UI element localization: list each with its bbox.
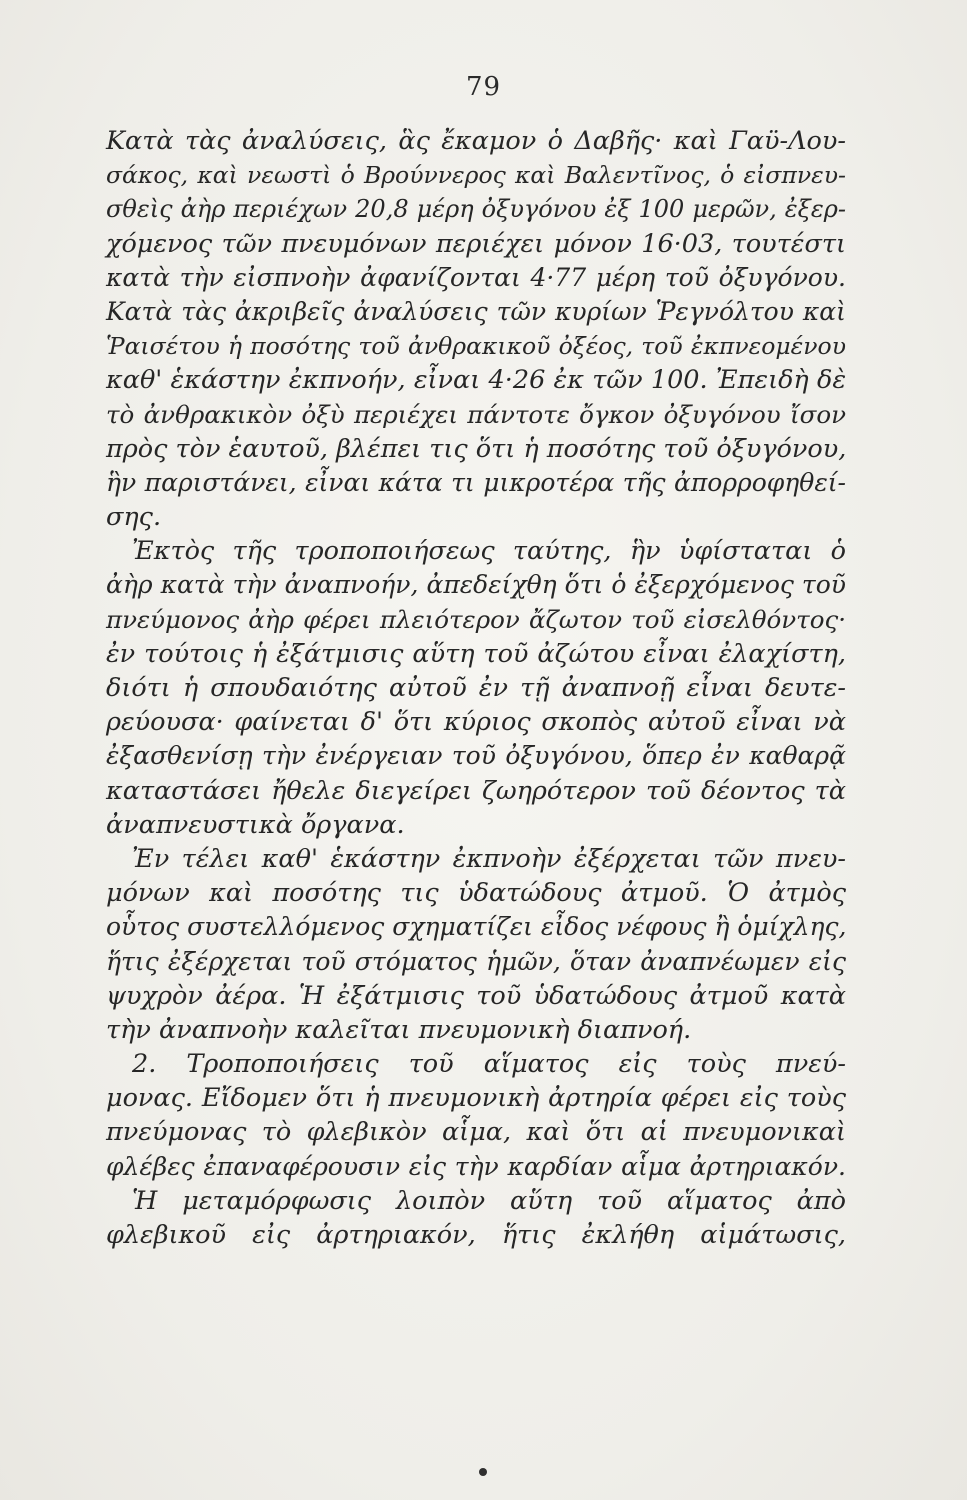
text-line: κατὰ τὴν εἰσπνοὴν ἀφανίζονται 4·77 μέρη τοῦ ὀξυγόνου. bbox=[106, 262, 846, 292]
text-line: μονας. Εἴδομεν ὅτι ἡ πνευμονικὴ ἀρτηρία φέρει εἰς τοὺς bbox=[106, 1083, 846, 1114]
page-number: 79 bbox=[465, 72, 502, 102]
section-heading-line: 2. Τροποποιήσεις τοῦ αἵματος εἰς τοὺς πνεύ- bbox=[132, 1049, 846, 1080]
paragraph bbox=[106, 124, 846, 534]
text-line: καθ' ἑκάστην ἐκπνοήν, εἶναι 4·26 ἐκ τῶν 100. Ἐπειδὴ δὲ bbox=[106, 365, 846, 396]
text-line: πνεύμονος ἀὴρ φέρει πλειότερον ἄζωτον τοῦ εἰσελθόντος· bbox=[106, 604, 846, 634]
text-line: τὸ ἀνθρακικὸν ὀξὺ περιέχει πάντοτε ὄγκον ὀξυγόνου ἴσον bbox=[106, 399, 846, 429]
text-line: ἐξασθενίσῃ τὴν ἐνέργειαν τοῦ ὀξυγόνου, ὅπερ ἐν καθαρᾷ bbox=[106, 741, 846, 771]
text-line: φλεβικοῦ εἰς ἀρτηριακόν, ἥτις ἐκλήθη αἱμάτωσις, bbox=[106, 1220, 846, 1250]
text-line: σάκος, καὶ νεωστὶ ὁ Βρούννερος καὶ Βαλεντῖνος, ὁ εἰσπνευ- bbox=[106, 161, 846, 190]
text-line: ψυχρὸν ἀέρα. Ἡ ἐξάτμισις τοῦ ὑδατώδους ἀτμοῦ κατὰ bbox=[106, 980, 846, 1011]
text-line: πνεύμονας τὸ φλεβικὸν αἷμα, καὶ ὅτι αἱ πνευμονικαὶ bbox=[106, 1117, 846, 1148]
text-line: ἣν παριστάνει, εἶναι κάτα τι μικροτέρα τῆς ἀπορροφηθεί- bbox=[106, 467, 846, 497]
text-line: Κατὰ τὰς ἀναλύσεις, ἃς ἔκαμον ὁ Δαβῆς· καὶ Γαϋ-Λου- bbox=[106, 126, 846, 156]
text-line: διότι ἡ σπουδαιότης αὐτοῦ ἐν τῇ ἀναπνοῇ εἶναι δευτε- bbox=[106, 673, 846, 703]
text-line: οὗτος συστελλόμενος σχηματίζει εἶδος νέφους ἢ ὁμίχλης, bbox=[106, 912, 847, 942]
paragraph bbox=[106, 1047, 846, 1184]
text-line: Ἡ μεταμόρφωσις λοιπὸν αὕτη τοῦ αἵματος ἀπὸ bbox=[132, 1185, 846, 1216]
text-line: ἀναπνευστικὰ ὄργανα. bbox=[106, 809, 405, 840]
text-line: Ἐν τέλει καθ' ἑκάστην ἐκπνοὴν ἐξέρχεται τῶν πνευ- bbox=[132, 843, 846, 874]
text-line: Ῥαισέτου ἡ ποσότης τοῦ ἀνθρακικοῦ ὀξέος, τοῦ ἐκπνεομένου bbox=[106, 332, 846, 361]
text-line: ἐν τούτοις ἡ ἐξάτμισις αὕτη τοῦ ἀζώτου εἶναι ἐλαχίστη, bbox=[106, 638, 846, 669]
text-line: ἥτις ἐξέρχεται τοῦ στόματος ἡμῶν, ὅταν ἀναπνέωμεν εἰς bbox=[106, 946, 846, 976]
text-line: πρὸς τὸν ἑαυτοῦ, βλέπει τις ὅτι ἡ ποσότης τοῦ ὀξυγόνου, bbox=[106, 433, 847, 464]
paragraph bbox=[106, 842, 846, 1047]
body-text bbox=[106, 124, 846, 1252]
text-line: ρεύουσα· φαίνεται δ' ὅτι κύριος σκοπὸς αὐτοῦ εἶναι νὰ bbox=[106, 707, 846, 738]
text-line: καταστάσει ἤθελε διεγείρει ζωηρότερον τοῦ δέοντος τὰ bbox=[106, 775, 846, 806]
text-line: σης. bbox=[106, 502, 162, 533]
paragraph bbox=[106, 1184, 846, 1252]
paragraph bbox=[106, 534, 846, 842]
ink-spot bbox=[479, 1468, 487, 1476]
text-line: Ἐκτὸς τῆς τροποποιήσεως ταύτης, ἣν ὑφίσταται ὁ bbox=[132, 536, 846, 567]
text-line: σθεὶς ἀὴρ περιέχων 20,8 μέρη ὀξυγόνου ἐξ 100 μερῶν, ἐξερ- bbox=[106, 195, 846, 224]
text-line: τὴν ἀναπνοὴν καλεῖται πνευμονικὴ διαπνοή. bbox=[106, 1014, 692, 1045]
text-line: φλέβες ἐπαναφέρουσιν εἰς τὴν καρδίαν αἷμα ἀρτηριακόν. bbox=[106, 1151, 846, 1181]
text-line: μόνων καὶ ποσότης τις ὑδατώδους ἀτμοῦ. Ὁ ἀτμὸς bbox=[106, 878, 846, 909]
text-line: ἀὴρ κατὰ τὴν ἀναπνοήν, ἀπεδείχθη ὅτι ὁ ἐξερχόμενος τοῦ bbox=[106, 570, 846, 600]
text-line: Κατὰ τὰς ἀκριβεῖς ἀναλύσεις τῶν κυρίων Ῥεγνόλτου καὶ bbox=[106, 296, 846, 326]
text-line: χόμενος τῶν πνευμόνων περιέχει μόνον 16·03, τουτέστι bbox=[106, 228, 846, 259]
